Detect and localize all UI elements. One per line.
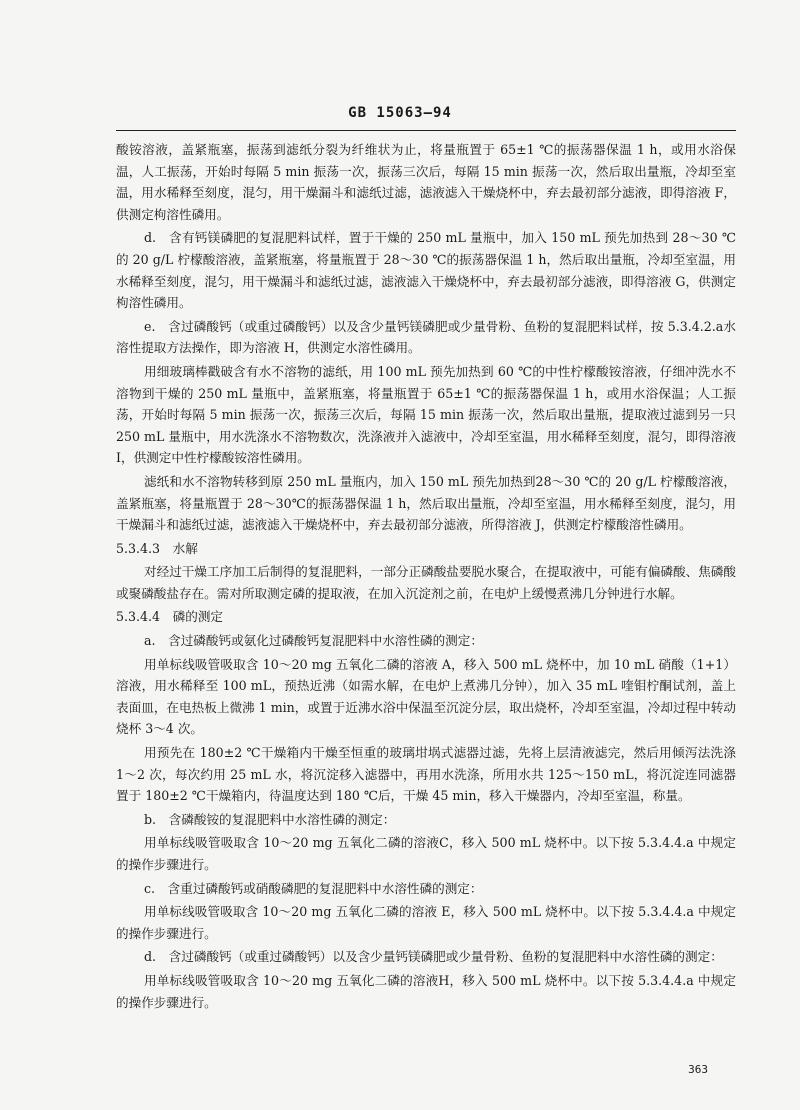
section-heading: 5.3.4.4 磷的测定 (116, 609, 224, 625)
paragraph: 滤纸和水不溶物转移到原 250 mL 量瓶内，加入 150 mL 预先加热到28～30 ℃的 20 g/L 柠檬酸溶液，盖紧瓶塞，将量瓶置于 28～30℃的振荡器保温 1 h，然后取出量瓶，冷却至室温，用水稀释至刻度，混匀，用干燥漏斗和滤纸过滤，滤液滤入干燥烧杯中，弃去最初部分滤液，所得溶液 J，供测定柠檬酸溶性磷用。 (116, 473, 736, 533)
paragraph-continued: 酸铵溶液，盖紧瓶塞，振荡到滤纸分裂为纤维状为止，将量瓶置于 65±1 ℃的振荡器保温 1 h，或用水浴保温，人工振荡，开始时每隔 5 min 振荡一次，振荡三次后，每隔 15 min 振荡一次，然后取出量瓶，冷却至室温，用水稀释至刻度，混匀，用干燥漏斗和滤纸过滤，滤液滤入干燥烧杯中，弃去最初部分滤液，即得溶液 F，供测定枸溶性磷用。 (116, 142, 736, 222)
section-heading: 5.3.4.3 水解 (116, 540, 198, 556)
paragraph: 用单标线吸管吸取含 10～20 mg 五氧化二磷的溶液C，移入 500 mL 烧杯中。以下按 5.3.4.4.a 中规定的操作步骤进行。 (116, 835, 736, 872)
paragraph: 用单标线吸管吸取含 10～20 mg 五氧化二磷的溶液 E，移入 500 mL 烧杯中。以下按 5.3.4.4.a 中规定的操作步骤进行。 (116, 904, 736, 941)
item-b: b. 含磷酸铵的复混肥料中水溶性磷的测定： (144, 811, 396, 827)
item-d: d. 含过磷酸钙（或重过磷酸钙）以及含少量钙镁磷肥或少量骨粉、鱼粉的复混肥料中水溶性磷的测定： (144, 949, 723, 965)
paragraph: 用细玻璃棒戳破含有水不溶物的滤纸，用 100 mL 预先加热到 60 ℃的中性柠檬酸铵溶液，仔细冲洗水不溶物到干燥的 250 mL 量瓶中，盖紧瓶塞，将量瓶置于 65±1 ℃的振荡器保温 1 h，或用水浴保温；人工振荡，开始时每隔 5 min 振荡一次，振荡三次后，每隔 15 min 振荡一次，然后取出量瓶，提取液过滤到另一只 250 mL 量瓶中，用水洗涤水不溶物数次，洗涤液并入滤液中，冷却至室温，用水稀释至刻度，混匀，即得溶液 I，供测定中性柠檬酸铵溶性磷用。 (116, 363, 736, 466)
paragraph: 对经过干燥工序加工后制得的复混肥料，一部分正磷酸盐要脱水聚合，在提取液中，可能有偏磷酸、焦磷酸或聚磷酸盐存在。需对所取测定磷的提取液，在加入沉淀剂之前，在电炉上缓慢煮沸几分钟进行水解。 (116, 564, 736, 601)
header-rule (116, 130, 736, 131)
paragraph: 用单标线吸管吸取含 10～20 mg 五氧化二磷的溶液H，移入 500 mL 烧杯中。以下按 5.3.4.4.a 中规定的操作步骤进行。 (116, 972, 736, 1010)
item-a: a. 含过磷酸钙或氨化过磷酸钙复混肥料中水溶性磷的测定： (144, 633, 483, 649)
body-text (116, 139, 736, 1015)
item-c: c. 含重过磷酸钙或硝酸磷肥的复混肥料中水溶性磷的测定： (144, 880, 483, 896)
item-d: d. 含有钙镁磷肥的复混肥料试样，置于干燥的 250 mL 量瓶中，加入 150 mL 预先加热到 28～30 ℃的 20 g/L 柠檬酸溶液，盖紧瓶塞，将量瓶置于 28～30 ℃的振荡器保温 1 h，然后取出量瓶，冷却至室温，用水稀释至刻度，混匀，用干燥漏斗和滤纸过滤，滤液滤入干燥烧杯中，弃去最初部分滤液，即得溶液 G，供测定枸溶性磷用。 (116, 230, 736, 311)
paragraph: 用预先在 180±2 ℃干燥箱内干燥至恒重的玻璃坩埚式滤器过滤，先将上层清液滤完，然后用倾泻法洗涤 1～2 次，每次约用 25 mL 水，将沉淀移入滤器中，再用水洗涤，所用水共 125～150 mL，将沉淀连同滤器置于 180±2 ℃干燥箱内，待温度达到 180 ℃后，干燥 45 min，移入干燥器内，冷却至室温，称量。 (116, 745, 736, 804)
item-e: e. 含过磷酸钙（或重过磷酸钙）以及含少量钙镁磷肥或少量骨粉、鱼粉的复混肥料试样，按 5.3.4.2.a水溶性提取方法操作，即为溶液 H，供测定水溶性磷用。 (116, 318, 736, 356)
paragraph: 用单标线吸管吸取含 10～20 mg 五氧化二磷的溶液 A，移入 500 mL 烧杯中，加 10 mL 硝酸（1+1）溶液，用水稀释至 100 mL，预热近沸（如需水解，在电炉上煮沸几分钟），加入 35 mL 喹钼柠酮试剂，盖上表面皿，在电热板上微沸 1 min，或置于近沸水浴中保温至沉淀分层，取出烧杯，冷却至室温，冷却过程中转动烧杯 3～4 次。 (116, 656, 736, 737)
standard-header: GB 15063—94 (348, 105, 452, 121)
page-number: 363 (688, 1063, 708, 1076)
